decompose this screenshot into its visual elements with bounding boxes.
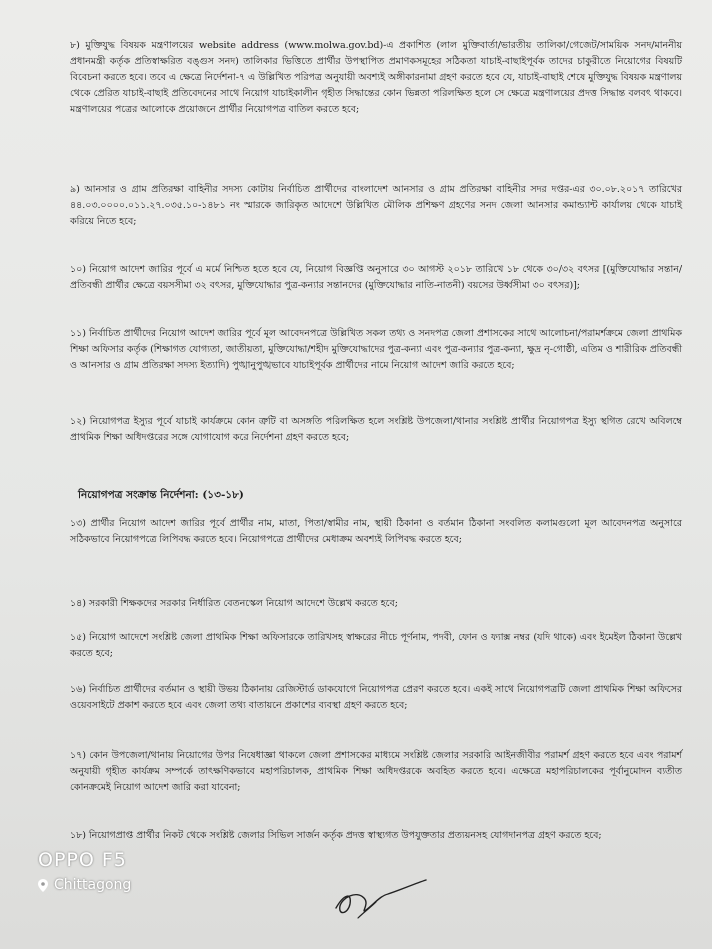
paragraph-9: ৯) আনসার ও গ্রাম প্রতিরক্ষা বাহিনীর সদস্য কোটায় নির্বাচিত প্রার্থীদের বাংলাদেশ আনসার ও গ্রাম প্রতিরক্ষা বাহিনীর সদর দপ্তর-এর ৩০.০৮.২০১৭ তারিখের ৪৪.০৩.০০০০.০১১.২৭.০৩৫.১০-১৪৮১ নং স্মারকে জারিকৃত আদেশে উল্লিখিত মৌলিক প্রশিক্ষণ গ্রহণের সনদ জেলা আনসার কমান্ড্যান্ট কার্যালয় থেকে যাচাই করিয়ে নিতে হবে; bbox=[70, 184, 682, 227]
watermark-brand: OPPO F5 bbox=[38, 849, 127, 871]
paragraph-12: ১২) নিয়োগপত্র ইস্যুর পূর্বে যাচাই কার্যক্রমে কোন ত্রুটি বা অসঙ্গতি পরিলক্ষিত হলে সংশ্লিষ্ট উপজেলা/থানার সংশ্লিষ্ট প্রার্থীর নিয়োগপত্র ইস্যু স্থগিত রেখে অবিলম্বে প্রাথমিক শিক্ষা অধিদপ্তরের সঙ্গে যোগাযোগ করে নির্দেশনা গ্রহণ করতে হবে; bbox=[70, 416, 682, 443]
watermark-location-text: Chittagong bbox=[54, 877, 132, 893]
paragraph-8: ৮) মুক্তিযুদ্ধ বিষয়ক মন্ত্রণালয়ের website address (www.molwa.gov.bd)-এ প্রকাশিত (লাল মুক্তিবার্তা/ভারতীয় তালিকা/গেজেট/সাময়িক সনদ/মাননীয় প্রধানমন্ত্রী কর্তৃক প্রতিস্বাক্ষরিত বঙ্গুস সনদ) তালিকার ভিত্তিতে প্রার্থীর উপস্থাপিত প্রমাণকসমূহের সঠিকতা যাচাই-বাছাইপূর্বক তাদের চাকুরীতে নিয়োগের বিষয়টি বিবেচনা করতে হবে। তবে এ ক্ষেত্রে নির্দেশনা-৭ এ উল্লিখিত পরিপত্র অনুযায়ী অবশ্যই অঙ্গীকারনামা গ্রহণ করতে হবে যে, যাচাই-বাছাই শেষে মুক্তিযুদ্ধ বিষয়ক মন্ত্রণালয় থেকে প্রেরিত যাচাই-বাছাই প্রতিবেদনের সাথে নিয়োগ যাচাইকালীন গৃহীত সিদ্ধান্তের কোন ভিন্নতা পরিলক্ষিত হলে সে ক্ষেত্রে মন্ত্রণালয়ের প্রদত্ত সিদ্ধান্ত বলবৎ থাকবে। মন্ত্রণালয়ের পত্রের আলোকে প্রয়োজনে প্রার্থীর নিয়োগপত্র বাতিল করতে হবে; bbox=[70, 40, 682, 115]
paragraph-11: ১১) নির্বাচিত প্রার্থীদের নিয়োগ আদেশ জারির পূর্বে মূল আবেদনপত্রে উল্লিখিত সকল তথ্য ও সনদপত্র জেলা প্রশাসকের সাথে আলোচনা/পরামর্শক্রমে জেলা প্রাথমিক শিক্ষা অফিসার কর্তৃক (শিক্ষাগত যোগ্যতা, জাতীয়তা, মুক্তিযোদ্ধা/শহীদ মুক্তিযোদ্ধাদের পুত্র-কন্যা এবং পুত্র-কন্যার পুত্র-কন্যা, ক্ষুদ্র নৃ-গোষ্ঠী, এতিম ও শারীরিক প্রতিবন্ধী ও আনসার ও গ্রাম প্রতিরক্ষা সদস্য ইত্যাদি) পুঙ্খানুপুঙ্খভাবে যাচাইপূর্বক প্রার্থীদের নামে নিয়োগ আদেশ জারি করতে হবে; bbox=[70, 328, 682, 371]
paragraph-10: ১০) নিয়োগ আদেশ জারির পূর্বে এ মর্মে নিশ্চিত হতে হবে যে, নিয়োগ বিজ্ঞপ্তি অনুসারে ৩০ আগস্ট ২০১৮ তারিখে ১৮ থেকে ৩০/৩২ বৎসর [(মুক্তিযোদ্ধার সন্তান/প্রতিবন্ধী প্রার্থীর ক্ষেত্রে বয়সসীমা ৩২ বৎসর, মুক্তিযোদ্ধার পুত্র-কন্যার সন্তানদের (মুক্তিযোদ্ধার নাতি-নাতনী) বয়সের উর্ধ্বসীমা ৩০ বৎসর)]; bbox=[70, 264, 682, 291]
paragraph-14: ১৪) সরকারী শিক্ষকদের সরকার নির্ধারিত বেতনস্কেল নিয়োগ আদেশে উল্লেখ করতে হবে; bbox=[70, 598, 398, 609]
paragraph-15: ১৫) নিয়োগ আদেশে সংশ্লিষ্ট জেলা প্রাথমিক শিক্ষা অফিসারকে তারিখসহ স্বাক্ষরের নীচে পূর্ণনাম, পদবী, ফোন ও ফ্যাক্স নম্বর (যদি থাকে) এবং ইমেইল ঠিকানা উল্লেখ করতে হবে; bbox=[70, 632, 682, 659]
paragraph-13: ১৩) প্রার্থীর নিয়োগ আদেশ জারির পূর্বে প্রার্থীর নাম, মাতা, পিতা/স্বামীর নাম, স্থায়ী ঠিকানা ও বর্তমান ঠিকানা সংবলিত কলামগুলো মূল আবেদনপত্র অনুসারে সঠিকভাবে নিয়োগপত্রে লিপিবদ্ধ করতে হবে। নিয়োগপত্রে প্রার্থীদের মেধাক্রম অবশ্যই লিপিবদ্ধ করতে হবে; bbox=[70, 518, 682, 545]
signature-mark bbox=[330, 872, 430, 927]
paragraph-16: ১৬) নির্বাচিত প্রার্থীদের বর্তমান ও স্থায়ী উভয় ঠিকানায় রেজিস্টার্ড ডাকযোগে নিয়োগপত্র প্রেরণ করতে হবে। একই সাথে নিয়োগপত্রটি জেলা প্রাথমিক শিক্ষা অফিসের ওয়েবসাইটে প্রকাশ করতে হবে এবং জেলা তথ্য বাতায়নে প্রকাশের ব্যবস্থা গ্রহণ করতে হবে; bbox=[70, 684, 682, 711]
location-pin-icon bbox=[38, 879, 48, 892]
paragraph-17: ১৭) কোন উপজেলা/থানায় নিয়োগের উপর নিষেধাজ্ঞা থাকলে জেলা প্রশাসকের মাধ্যমে সংশ্লিষ্ট জেলার সরকারি আইনজীবীর পরামর্শ গ্রহণ করতে হবে এবং পরামর্শ অনুযায়ী গৃহীত কার্যক্রম সম্পর্কে তাৎক্ষণিকভাবে মহাপরিচালক, প্রাথমিক শিক্ষা অধিদপ্তরকে অবহিত করতে হবে। এক্ষেত্রে মহাপরিচালকের পূর্বানুমোদন ব্যতীত কোনক্রমেই নিয়োগ আদেশ জারি করা যাবেনা; bbox=[70, 750, 682, 793]
paragraph-18: ১৮) নিয়োগপ্রাপ্ত প্রার্থীর নিকট থেকে সংশ্লিষ্ট জেলার সিভিল সার্জন কর্তৃক প্রদত্ত স্বাস্থ্যগত উপযুক্ততার প্রত্যয়নসহ যোগদানপত্র গ্রহণ করতে হবে; bbox=[70, 830, 602, 841]
camera-watermark bbox=[38, 849, 131, 893]
watermark-location bbox=[38, 877, 131, 893]
section-heading: নিয়োগপত্র সংক্রান্ত নির্দেশনা: (১৩-১৮) bbox=[78, 489, 244, 501]
